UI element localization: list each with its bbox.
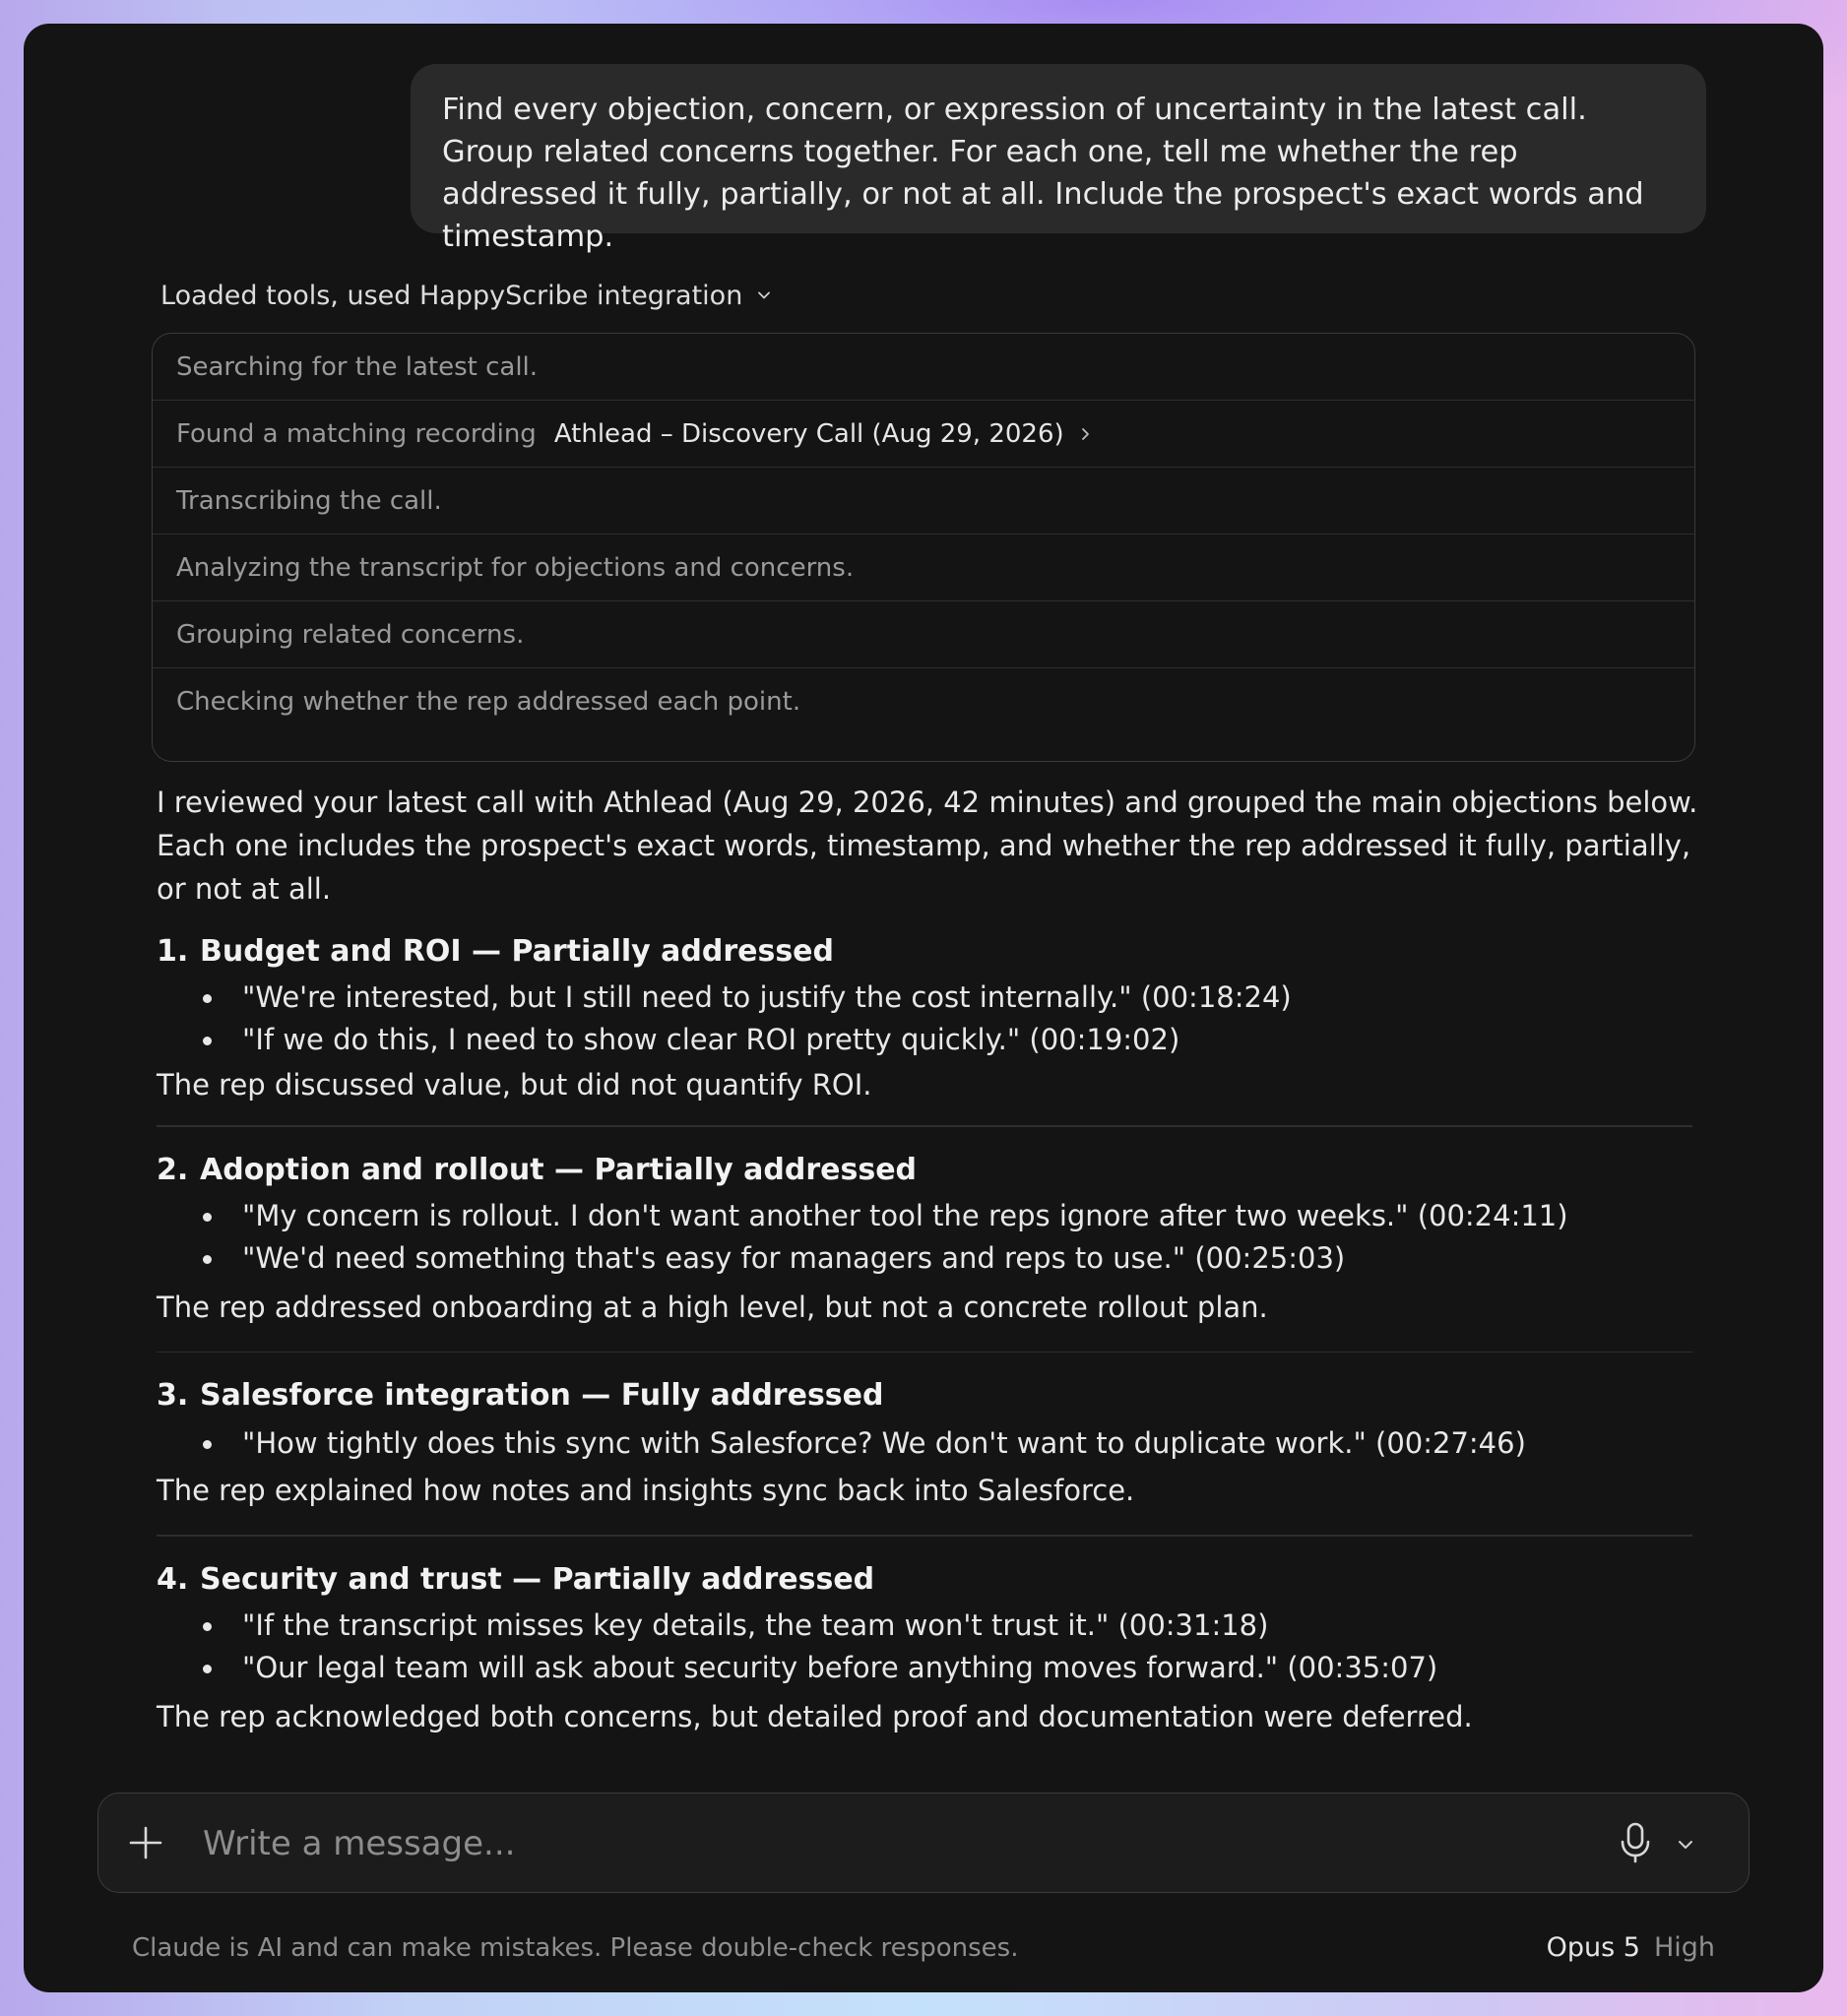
section-heading: Adoption and rollout — Partially addressed <box>200 1152 918 1187</box>
tool-step <box>153 535 1694 601</box>
recording-link-label: Athlead – Discovery Call (Aug 29, 2026) <box>553 418 1064 449</box>
quote-text: "If the transcript misses key details, the team won't trust it." (00:31:18) <box>242 1607 1269 1642</box>
chevron-down-icon <box>754 285 774 305</box>
chat-window <box>24 24 1823 1992</box>
quote-list <box>157 1422 1722 1465</box>
section-heading: Security and trust — Partially addressed <box>200 1561 875 1597</box>
user-message-text: Find every objection, concern, or expression of uncertainty in the latest call. Group related concerns together. For each one, tell me whether the rep addressed it fully, partially, or not at all. Include the prospect's exact words and timestamp. <box>442 93 1644 254</box>
quote-text: "If we do this, I need to show clear ROI pretty quickly." (00:19:02) <box>242 1023 1180 1056</box>
bullet-icon <box>203 1213 212 1222</box>
response-intro: I reviewed your latest call with Athlead (Aug 29, 2026, 42 minutes) and grouped the main objections below. Each one includes the prospect's exact words, timestamp, and whether the rep addressed it fully, partially, or not at all. <box>157 786 1698 906</box>
quote-item <box>157 1647 1722 1689</box>
assistant-response <box>157 781 1722 1738</box>
tool-step-text: Analyzing the transcript for objections and concerns. <box>176 552 855 583</box>
quote-item <box>157 976 1722 1019</box>
section-verdict: The rep explained how notes and insights sync back into Salesforce. <box>157 1474 1135 1507</box>
quote-list <box>157 976 1722 1061</box>
tool-step <box>153 334 1694 401</box>
message-composer <box>97 1793 1750 1893</box>
section-title <box>157 1149 1722 1192</box>
tool-step-text: Transcribing the call. <box>176 485 442 516</box>
bullet-icon <box>203 1037 212 1045</box>
tool-step-text: Found a matching recording <box>176 418 537 449</box>
bullet-icon <box>203 1622 212 1631</box>
chevron-right-icon <box>1078 424 1094 444</box>
recording-link[interactable] <box>554 419 1094 449</box>
quote-item <box>157 1195 1722 1237</box>
section-number: 4. <box>157 1561 189 1597</box>
section-number: 1. <box>157 934 189 969</box>
tool-step-text: Grouping related concerns. <box>176 619 525 650</box>
section-divider <box>157 1535 1692 1537</box>
section-title <box>157 1374 1722 1418</box>
quote-list <box>157 1605 1722 1689</box>
microphone-icon[interactable] <box>1618 1821 1653 1864</box>
section-title <box>157 930 1722 974</box>
section-number: 2. <box>157 1152 189 1187</box>
tool-step <box>153 601 1694 668</box>
section-title <box>157 1558 1722 1602</box>
bullet-icon <box>203 1665 212 1673</box>
section-divider <box>157 1352 1692 1354</box>
tool-step <box>153 668 1694 735</box>
quote-text: "We'd need something that's easy for managers and reps to use." (00:25:03) <box>242 1240 1346 1275</box>
objection-section <box>157 930 1722 1106</box>
model-effort: High <box>1653 1932 1715 1963</box>
tool-step <box>153 468 1694 535</box>
section-number: 3. <box>157 1378 189 1413</box>
bullet-icon <box>203 1255 212 1264</box>
tool-step-text: Searching for the latest call. <box>176 351 539 382</box>
section-heading: Salesforce integration — Fully addressed <box>200 1378 884 1413</box>
section-verdict: The rep acknowledged both concerns, but detailed proof and documentation were deferred. <box>157 1699 1473 1733</box>
quote-item <box>157 1237 1722 1280</box>
section-heading: Budget and ROI — Partially addressed <box>200 934 835 969</box>
model-selector[interactable] <box>1547 1932 1715 1963</box>
section-divider <box>157 1125 1692 1127</box>
section-verdict: The rep addressed onboarding at a high level, but not a concrete rollout plan. <box>157 1290 1268 1324</box>
quote-text: "How tightly does this sync with Salesforce? We don't want to duplicate work." (00:27:46) <box>242 1426 1526 1460</box>
quote-text: "We're interested, but I still need to justify the cost internally." (00:18:24) <box>242 980 1292 1014</box>
tool-step <box>153 401 1694 468</box>
objection-section <box>157 1374 1722 1512</box>
quote-item <box>157 1605 1722 1647</box>
tool-steps-panel <box>152 333 1695 762</box>
chevron-down-icon[interactable] <box>1674 1833 1697 1857</box>
plus-icon[interactable] <box>126 1823 165 1862</box>
quote-item <box>157 1422 1722 1465</box>
objection-section <box>157 1558 1722 1738</box>
model-name: Opus 5 <box>1546 1932 1640 1963</box>
bullet-icon <box>203 1440 212 1449</box>
objection-section <box>157 1149 1722 1329</box>
quote-item <box>157 1019 1722 1061</box>
quote-list <box>157 1195 1722 1280</box>
bullet-icon <box>203 994 212 1003</box>
quote-text: "Our legal team will ask about security before anything moves forward." (00:35:07) <box>242 1650 1438 1684</box>
ai-disclaimer: Claude is AI and can make mistakes. Please double-check responses. <box>132 1933 1019 1963</box>
tools-toggle[interactable] <box>160 276 774 315</box>
tools-toggle-label: Loaded tools, used HappyScribe integration <box>160 280 743 311</box>
message-input[interactable] <box>201 1815 1583 1872</box>
quote-text: "My concern is rollout. I don't want another tool the reps ignore after two weeks." (00:24:11) <box>242 1198 1568 1232</box>
tool-step-text: Checking whether the rep addressed each point. <box>176 687 801 717</box>
section-verdict: The rep discussed value, but did not quantify ROI. <box>157 1068 872 1102</box>
user-message-bubble <box>411 64 1706 254</box>
